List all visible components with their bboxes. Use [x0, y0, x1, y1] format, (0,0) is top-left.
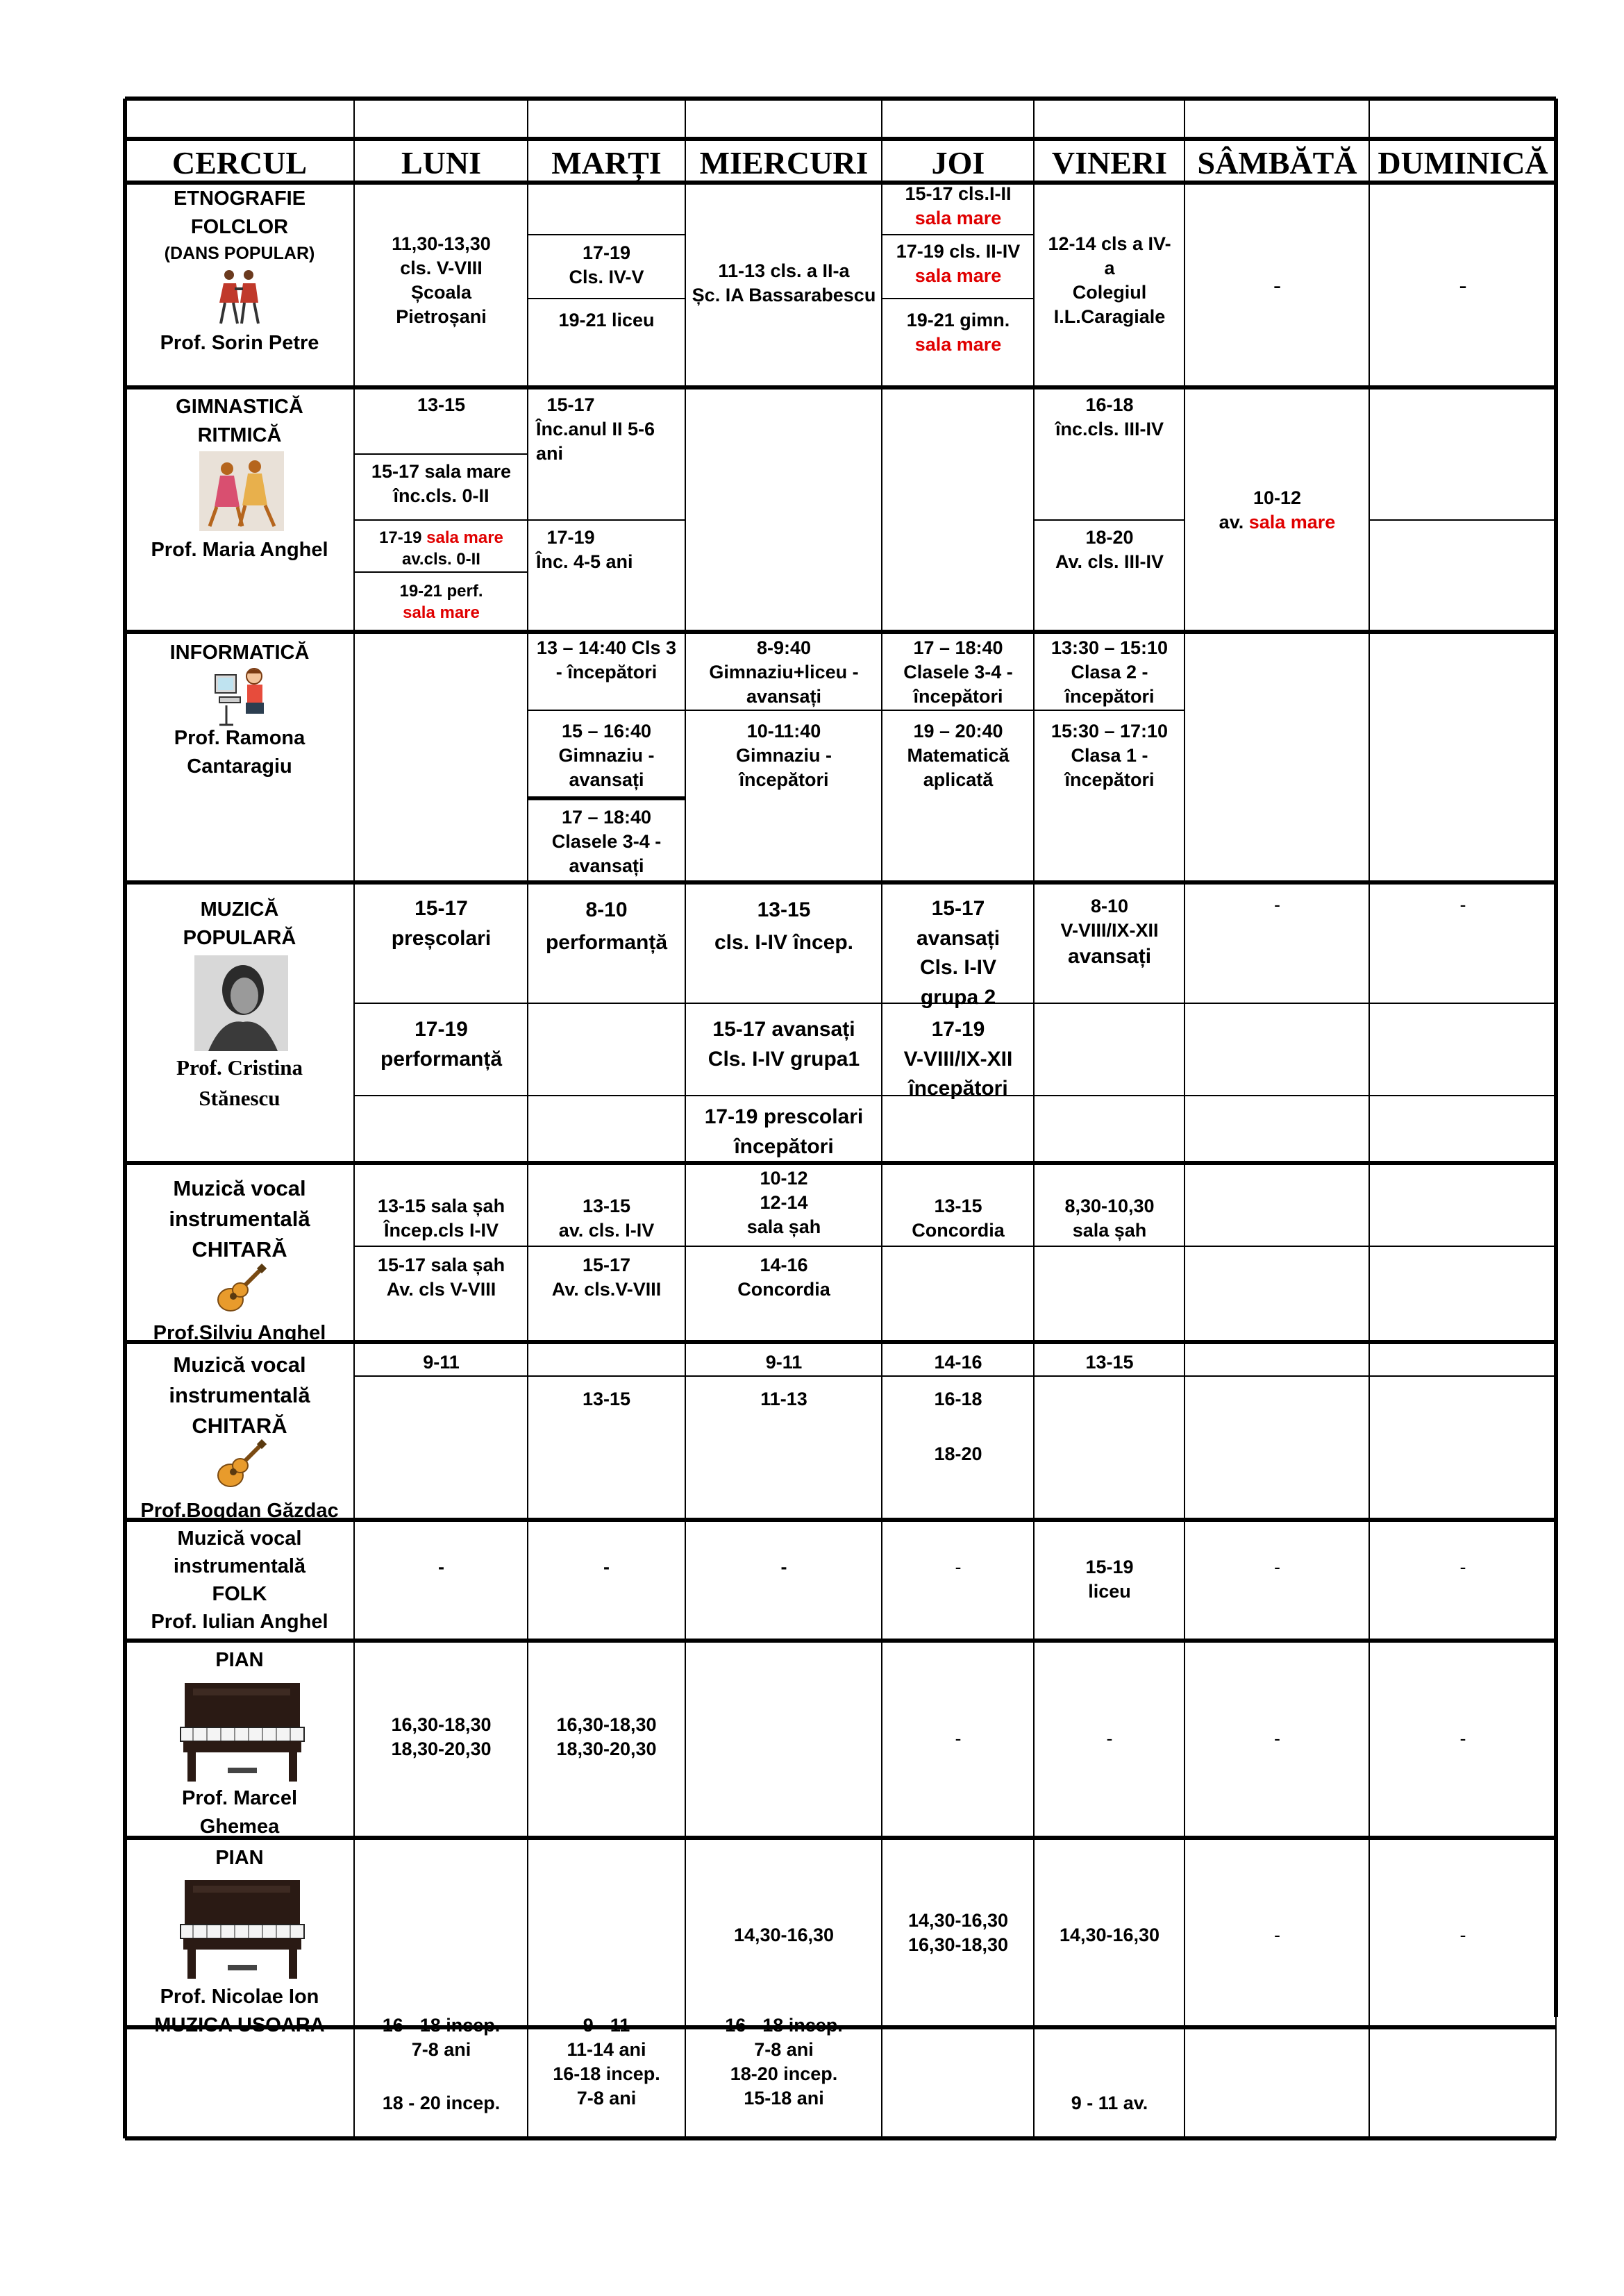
etnografie-luni-line3: Școala: [410, 282, 472, 303]
chitara1-joi-1-line2: Concordia: [912, 1220, 1005, 1241]
chitara2-label: [125, 1350, 354, 1441]
muzica-populara-miercuri-3: [686, 1103, 882, 1162]
muzica-populara-joi-2-line3: începători: [908, 1077, 1008, 1100]
informatica-miercuri-2-line1: 10-11:40: [746, 721, 821, 741]
pian2-duminica: -: [1459, 1925, 1466, 1945]
gimnastica-marti-2-line1: 17-19: [546, 527, 595, 548]
chitara1-title1: Muzică vocal: [173, 1176, 306, 1200]
etnografie-joi-1-room: sala mare: [914, 208, 1002, 229]
gimnastica-luni-2: [355, 460, 527, 508]
guitar-icon: [214, 1264, 267, 1316]
informatica-vineri-1-line1: 13:30 – 15:10: [1050, 637, 1169, 658]
etnografie-prof: Prof. Sorin Petre: [160, 332, 319, 354]
muzica-populara-luni-2-line2: performanță: [380, 1047, 503, 1071]
header-day-vineri: VINERI: [1051, 145, 1168, 181]
muzica-populara-title2: POPULARĂ: [183, 927, 296, 950]
muzica-populara-luni-1: [355, 894, 527, 953]
muzica-populara-luni-2-line1: 17-19: [415, 1018, 468, 1041]
muzica-usoara-miercuri: [686, 2013, 882, 2111]
informatica-marti-2: [528, 719, 685, 792]
informatica-joi-2-line3: aplicată: [923, 769, 994, 791]
informatica-label: INFORMATICĂ: [169, 642, 310, 664]
folk-title3: FOLK: [212, 1583, 267, 1606]
header-day-luni: LUNI: [401, 145, 482, 181]
etnografie-joi-1-text: 15-17 cls.I-II: [905, 183, 1012, 204]
chitara2-joi-1: 14-16: [934, 1352, 982, 1373]
informatica-joi-1-line1: 17 – 18:40: [913, 637, 1003, 658]
muzica-populara-joi-1-line1: 15-17: [931, 897, 985, 920]
folk-prof: Prof. Iulian Anghel: [151, 1611, 328, 1634]
portrait-photo-icon: [194, 955, 288, 1051]
pian2-label: PIAN: [215, 1847, 264, 1869]
informatica-prof-line2: Cantaragiu: [187, 755, 292, 778]
etnografie-vineri-line3: Colegiul: [1072, 282, 1147, 303]
informatica-vineri-2-line2: Clasa 1 -: [1071, 745, 1148, 766]
informatica-miercuri-1-line2: Gimnaziu+liceu -: [709, 662, 859, 683]
muzica-populara-marti-1: [528, 894, 685, 959]
gimnastica-luni-4-text: 19-21 perf.: [399, 582, 483, 601]
muzica-populara-luni-1-line1: 15-17: [415, 897, 468, 920]
chitara2-joi-2a: 16-18: [934, 1389, 982, 1409]
etnografie-vineri-line4: I.L.Caragiale: [1053, 306, 1166, 328]
etnografie-label: [125, 185, 354, 267]
informatica-marti-3-line3: avansați: [569, 855, 644, 877]
informatica-marti-3: [528, 805, 685, 878]
chitara2-prof: Prof.Bogdan Găzdac: [140, 1500, 339, 1522]
header-day-sambata: SÂMBĂTĂ: [1197, 145, 1357, 181]
etnografie-joi-3-room: sala mare: [914, 334, 1002, 355]
muzica-usoara-marti: [528, 2013, 685, 2111]
informatica-marti-1-line2: - începători: [555, 662, 658, 683]
muzica-populara-duminica: -: [1459, 894, 1466, 915]
gimnastica-sambata-level: av.: [1219, 512, 1244, 533]
etnografie-duminica: -: [1459, 273, 1467, 299]
informatica-miercuri-2: [686, 719, 882, 792]
muzica-populara-joi-2: [882, 1015, 1034, 1104]
guitar-icon: [214, 1439, 267, 1492]
etnografie-miercuri: [686, 259, 882, 308]
informatica-vineri-2: [1035, 719, 1184, 792]
pian2-vineri: 14,30-16,30: [1059, 1925, 1160, 1945]
muzica-populara-prof-line1: Prof. Cristina: [176, 1055, 303, 1080]
folk-luni: -: [438, 1557, 444, 1577]
chitara1-marti-1-line2: av. cls. I-IV: [558, 1220, 655, 1241]
chitara1-marti-2: [528, 1253, 685, 1302]
pian1-joi: -: [955, 1728, 962, 1749]
muzica-populara-prof-line2: Stănescu: [199, 1086, 281, 1111]
gimnastica-marti-1-line3: ani: [536, 443, 564, 464]
informatica-joi-2: [882, 719, 1034, 792]
informatica-vineri-2-line3: începători: [1064, 769, 1155, 791]
muzica-populara-joi-2-line2: V-VIII/IX-XII: [903, 1047, 1013, 1071]
etnografie-marti-1-line1: 17-19: [582, 242, 631, 263]
etnografie-luni-line2: cls. V-VIII: [400, 258, 483, 279]
chitara1-luni-2: [355, 1253, 527, 1302]
informatica-vineri-1: [1035, 636, 1184, 709]
etnografie-title1: ETNOGRAFIE: [173, 187, 306, 210]
muzica-populara-joi-2-line1: 17-19: [931, 1018, 985, 1041]
informatica-vineri-1-line3: începători: [1064, 686, 1155, 707]
etnografie-joi-1: [882, 182, 1034, 231]
header-day-miercuri: MIERCURI: [699, 145, 869, 181]
muzica-populara-miercuri-1: [686, 894, 882, 959]
informatica-joi-2-line1: 19 – 20:40: [913, 721, 1003, 741]
muzica-populara-joi-1-line4: grupa 2: [920, 985, 996, 1009]
muzica-usoara-luni-b: 18 - 20 incep.: [382, 2093, 501, 2113]
gimnastica-vineri-2-line1: 18-20: [1085, 527, 1134, 548]
muzica-populara-miercuri-3-line1: 17-19 prescolari: [704, 1105, 864, 1128]
informatica-joi-2-line2: Matematică: [907, 745, 1010, 766]
muzica-populara-miercuri-1-line1: 13-15: [757, 898, 811, 921]
etnografie-joi-2: [882, 240, 1034, 288]
piano-icon: [179, 1879, 305, 1980]
informatica-marti-3-line1: 17 – 18:40: [561, 807, 652, 828]
informatica-joi-1-line3: începători: [913, 686, 1003, 707]
muzica-populara-miercuri-2-line2: Cls. I-IV grupa1: [708, 1047, 860, 1071]
muzica-populara-luni-1-line2: preșcolari: [391, 926, 492, 950]
pian1-prof-line1: Prof. Marcel: [182, 1787, 297, 1809]
informatica-vineri-1-line2: Clasa 2 -: [1071, 662, 1148, 683]
gimnastica-luni-2-line2: înc.cls. 0-II: [393, 485, 489, 507]
pian2-joi: [882, 1909, 1034, 1957]
muzica-populara-marti-1-line1: 8-10: [585, 898, 628, 921]
gimnastica-marti-1-line2: Înc.anul II 5-6: [536, 419, 655, 440]
informatica-marti-3-line2: Clasele 3-4 -: [551, 831, 662, 853]
pian1-prof: [125, 1784, 354, 1841]
gimnastica-luni-3-group: av.cls. 0-II: [402, 550, 480, 569]
dancers-icon: [215, 268, 262, 329]
gimnastica-sambata: [1185, 486, 1369, 535]
etnografie-joi-2-text: 17-19 cls. II-IV: [896, 241, 1021, 262]
muzica-populara-miercuri-1-line2: cls. I-IV încep.: [714, 930, 854, 954]
gimnastica-sambata-room: sala mare: [1248, 512, 1336, 533]
muzica-usoara-miercuri-line2: 7-8 ani: [754, 2039, 814, 2061]
muzica-populara-vineri-1-line1: 8-10: [1090, 896, 1129, 916]
gimnastica-sambata-time: 10-12: [1253, 487, 1302, 508]
muzica-populara-sambata: -: [1274, 894, 1280, 915]
gimnastica-luni-4-room: sala mare: [403, 603, 480, 623]
etnografie-vineri: [1035, 232, 1184, 329]
etnografie-title2: FOLCLOR: [190, 216, 289, 239]
chitara1-marti-2-line2: Av. cls.V-VIII: [551, 1279, 662, 1300]
muzica-usoara-luni-a: [355, 2013, 527, 2062]
gimnastica-luni-3-room: sala mare: [426, 528, 503, 547]
pian2-joi-line1: 14,30-16,30: [907, 1910, 1009, 1931]
header-day-marti: MARȚI: [551, 145, 662, 181]
muzica-usoara-luni-line2: 7-8 ani: [411, 2039, 471, 2061]
folk-duminica: -: [1459, 1557, 1466, 1577]
chitara2-title1: Muzică vocal: [173, 1352, 306, 1377]
etnografie-vineri-line2: a: [1104, 258, 1115, 279]
chitara1-miercuri-2-line1: 14-16: [760, 1255, 808, 1275]
chitara1-miercuri-1-line1: 10-12: [760, 1168, 808, 1189]
pian1-marti-line2: 18,30-20,30: [556, 1738, 657, 1760]
informatica-marti-1-line1: 13 – 14:40 Cls 3: [536, 637, 677, 658]
muzica-usoara-marti-line1: 9 - 11: [583, 2015, 630, 2036]
informatica-marti-2-line1: 15 – 16:40: [561, 721, 652, 741]
muzica-usoara-label: MUZICA USOARA: [154, 2014, 325, 2036]
etnografie-luni-line4: Pietroșani: [396, 306, 487, 328]
chitara1-luni-1-line2: Încep.cls I-IV: [383, 1220, 499, 1241]
muzica-usoara-marti-line4: 7-8 ani: [576, 2088, 637, 2109]
chitara1-luni-2-line2: Av. cls V-VIII: [386, 1279, 496, 1300]
muzica-populara-miercuri-3-line2: începători: [734, 1134, 834, 1158]
header-day-joi: JOI: [931, 145, 985, 181]
gimnastica-vineri-2-line2: Av. cls. III-IV: [1055, 551, 1164, 573]
etnografie-joi-3-text: 19-21 gimn.: [906, 310, 1010, 330]
folk-title2: instrumentală: [173, 1555, 306, 1578]
chitara1-joi-1-line1: 13-15: [934, 1196, 982, 1216]
chitara1-vineri-1-line1: 8,30-10,30: [1064, 1196, 1155, 1216]
folk-joi: -: [955, 1557, 962, 1577]
etnografie-luni-line1: 11,30-13,30: [392, 233, 491, 254]
etnografie-marti-1-line2: Cls. IV-V: [569, 267, 644, 288]
gimnastica-vineri-1: [1035, 393, 1184, 442]
chitara2-marti-2: 13-15: [582, 1389, 631, 1409]
informatica-marti-2-line2: Gimnaziu -: [558, 745, 655, 766]
gimnastica-luni-4: [355, 580, 527, 623]
pian1-label: PIAN: [215, 1649, 264, 1671]
chitara2-luni-1: 9-11: [423, 1352, 460, 1373]
informatica-miercuri-2-line3: începători: [739, 769, 829, 791]
informatica-vineri-2-line1: 15:30 – 17:10: [1050, 721, 1169, 741]
muzica-populara-vineri-1-line2: V-VIII/IX-XII: [1060, 920, 1159, 941]
muzica-populara-marti-1-line2: performanță: [545, 930, 668, 954]
chitara1-miercuri-2: [686, 1253, 882, 1302]
etnografie-marti-2: 19-21 liceu: [558, 310, 655, 330]
muzica-populara-title1: MUZICĂ: [200, 898, 279, 921]
etnografie-miercuri-line2: Șc. IA Bassarabescu: [692, 285, 876, 306]
etnografie-joi-3: [882, 308, 1034, 357]
chitara1-vineri-1-line2: sala șah: [1072, 1220, 1147, 1241]
pian1-duminica: -: [1459, 1728, 1466, 1749]
muzica-populara-miercuri-2-line1: 15-17 avansați: [712, 1018, 855, 1041]
informatica-miercuri-1: [686, 636, 882, 709]
gimnastica-vineri-1-line1: 16-18: [1085, 394, 1134, 415]
muzica-populara-joi-1: [882, 894, 1034, 1012]
pian1-luni-line2: 18,30-20,30: [391, 1738, 492, 1760]
muzica-usoara-luni-line1: 16 - 18 incep.: [382, 2015, 501, 2036]
pian2-joi-line2: 16,30-18,30: [907, 1934, 1009, 1956]
informatica-miercuri-2-line2: Gimnaziu -: [735, 745, 832, 766]
gimnastica-luni-2-line1: 15-17 sala mare: [371, 461, 512, 482]
informatica-prof-line1: Prof. Ramona: [174, 727, 305, 749]
informatica-miercuri-1-line3: avansați: [746, 686, 822, 707]
folk-sambata: -: [1274, 1557, 1280, 1577]
header-cercul: CERCUL: [171, 145, 308, 181]
chitara1-prof: Prof.Silviu Anghel: [153, 1322, 326, 1344]
chitara2-miercuri-2: 11-13: [760, 1389, 807, 1409]
muzica-usoara-miercuri-line4: 15-18 ani: [744, 2088, 824, 2109]
chitara2-title3: CHITARĂ: [192, 1414, 287, 1439]
etnografie-luni: [355, 232, 527, 329]
chitara2-joi-2b: 18-20: [934, 1443, 982, 1464]
pian1-luni-line1: 16,30-18,30: [391, 1714, 492, 1735]
muzica-usoara-miercuri-line3: 18-20 incep.: [730, 2063, 838, 2085]
gimnastica-label: [125, 393, 354, 450]
folk-marti: -: [603, 1557, 610, 1577]
chitara1-miercuri-1: [686, 1166, 882, 1239]
muzica-populara-miercuri-2: [686, 1015, 882, 1074]
etnografie-vineri-line1: 12-14 cls a IV-: [1048, 233, 1171, 254]
etnografie-sambata: -: [1273, 273, 1282, 299]
pian1-luni: [355, 1713, 527, 1761]
gymnasts-icon: [199, 451, 284, 531]
gimnastica-marti-1-line1: 15-17: [546, 394, 595, 415]
gimnastica-vineri-2: [1035, 526, 1184, 574]
folk-label: [125, 1525, 354, 1636]
chitara1-vineri-1: [1035, 1194, 1184, 1243]
chitara1-title2: instrumentală: [169, 1207, 310, 1232]
gimnastica-marti-2-line2: Înc. 4-5 ani: [536, 551, 633, 573]
muzica-usoara-marti-line3: 16-18 incep.: [553, 2063, 660, 2085]
gimnastica-title2: RITMICĂ: [197, 424, 282, 447]
informatica-prof: [125, 724, 354, 781]
chitara1-miercuri-1-line3: sala șah: [746, 1216, 821, 1238]
pian2-miercuri: 14,30-16,30: [733, 1925, 835, 1945]
chitara2-vineri-1: 13-15: [1085, 1352, 1134, 1373]
folk-miercuri: -: [780, 1557, 787, 1577]
pian1-marti: [528, 1713, 685, 1761]
etnografie-joi-2-room: sala mare: [914, 265, 1002, 287]
muzica-populara-prof: [125, 1053, 354, 1114]
pian2-sambata: -: [1274, 1925, 1280, 1945]
chitara1-marti-1: [528, 1194, 685, 1243]
muzica-usoara-marti-line2: 11-14 ani: [567, 2039, 646, 2061]
muzica-populara-joi-1-line3: Cls. I-IV: [919, 956, 997, 980]
informatica-miercuri-1-line1: 8-9:40: [756, 637, 812, 658]
chitara1-title3: CHITARĂ: [192, 1237, 287, 1262]
gimnastica-marti-1: [536, 393, 685, 466]
informatica-joi-1: [882, 636, 1034, 709]
chitara1-miercuri-1-line2: 12-14: [760, 1192, 808, 1214]
pian1-prof-line2: Ghemea: [199, 1816, 280, 1838]
gimnastica-prof: Prof. Maria Anghel: [151, 539, 328, 561]
muzica-populara-label: [125, 896, 354, 953]
muzica-populara-joi-1-line2: avansați: [916, 926, 1001, 950]
etnografie-miercuri-line1: 11-13 cls. a II-a: [718, 260, 850, 281]
gimnastica-title1: GIMNASTICĂ: [176, 396, 303, 418]
gimnastica-vineri-1-line2: înc.cls. III-IV: [1055, 419, 1164, 440]
gimnastica-luni-3-time: 17-19: [379, 528, 422, 547]
chitara2-title2: instrumentală: [169, 1383, 310, 1408]
chitara1-joi-1: [882, 1194, 1034, 1243]
piano-icon: [179, 1682, 305, 1783]
chitara1-luni-1-line1: 13-15 sala șah: [377, 1196, 505, 1216]
folk-title1: Muzică vocal: [177, 1527, 302, 1550]
chitara1-marti-2-line1: 15-17: [582, 1255, 631, 1275]
pian1-sambata: -: [1274, 1728, 1280, 1749]
muzica-populara-luni-2: [355, 1015, 527, 1074]
chitara1-label: [125, 1173, 354, 1265]
informatica-joi-1-line2: Clasele 3-4 -: [903, 662, 1013, 683]
muzica-usoara-vineri: 9 - 11 av.: [1071, 2093, 1148, 2113]
gimnastica-luni-3: [355, 527, 527, 570]
folk-vineri-line2: liceu: [1088, 1581, 1131, 1602]
pian1-marti-line1: 16,30-18,30: [556, 1714, 657, 1735]
gimnastica-marti-2: [536, 526, 685, 574]
chitara1-luni-2-line1: 15-17 sala șah: [377, 1255, 505, 1275]
muzica-usoara-miercuri-line1: 16 - 18 incep.: [725, 2015, 843, 2036]
folk-vineri: [1035, 1555, 1184, 1604]
chitara1-luni-1: [355, 1194, 527, 1243]
chitara2-miercuri-1: 9-11: [765, 1352, 803, 1373]
folk-vineri-line1: 15-19: [1085, 1557, 1134, 1577]
muzica-populara-vineri-1-line3: avansați: [1067, 945, 1152, 969]
header-day-duminica: DUMINICĂ: [1378, 145, 1548, 181]
pian1-vineri: -: [1106, 1728, 1113, 1749]
informatica-marti-2-line3: avansați: [569, 769, 644, 791]
computer-user-icon: [212, 665, 269, 728]
informatica-marti-1: [528, 636, 685, 685]
etnografie-marti-1: [528, 241, 685, 290]
etnografie-title3: (DANS POPULAR): [164, 244, 315, 264]
gimnastica-luni-1: 13-15: [417, 394, 466, 415]
chitara1-miercuri-2-line2: Concordia: [737, 1279, 830, 1300]
pian2-prof: Prof. Nicolae Ion: [160, 1986, 319, 2008]
chitara1-marti-1-line1: 13-15: [582, 1196, 631, 1216]
muzica-populara-vineri-1: [1035, 894, 1184, 970]
